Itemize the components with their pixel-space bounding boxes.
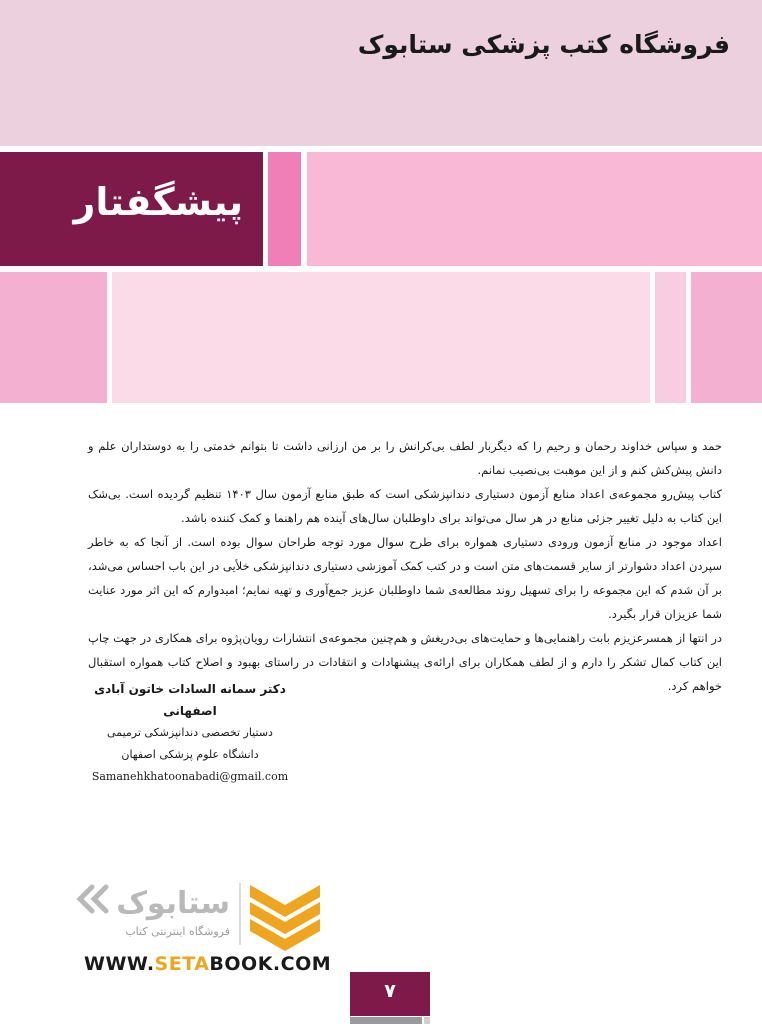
preface-body bbox=[88, 434, 722, 698]
page-bar-end bbox=[424, 1017, 430, 1024]
logo-tagline: فروشگاه اینترنتی کتاب bbox=[125, 925, 230, 938]
author-name: دکتر سمانه السادات خاتون آبادی اصفهانی bbox=[94, 682, 286, 718]
decorative-strip-small bbox=[655, 272, 686, 403]
decorative-block-right bbox=[691, 272, 762, 403]
author-university: دانشگاه علوم پزشکی اصفهان bbox=[121, 748, 259, 761]
header-title: فروشگاه کتب پزشکی ستابوک bbox=[357, 30, 730, 59]
author-email: Samanehkhatoonabadi@gmail.com bbox=[91, 770, 289, 783]
website-suffix: BOOK.COM bbox=[209, 953, 332, 975]
page-bar bbox=[350, 1017, 422, 1024]
website-prefix: WWW. bbox=[84, 953, 155, 975]
decorative-block bbox=[307, 152, 762, 266]
page-number: ۷ bbox=[384, 980, 396, 1002]
website-highlight: SETA bbox=[154, 953, 210, 975]
section-title-box bbox=[0, 152, 263, 266]
section-title: پیشگفتار bbox=[73, 180, 243, 224]
decorative-strip bbox=[268, 152, 301, 266]
book-chevron-icon bbox=[250, 885, 320, 951]
website-url bbox=[84, 953, 331, 975]
preface-paragraph: کتاب پیش‌رو مجموعه‌ی اعداد منابع آزمون دستیاری دندانپزشکی است که طبق منابع آزمون سال ۱۴۰۳ تنظیم گردیده است. بی‌شک این کتاب به دلیل تغییر جزئی منابع در هر سال می‌تواند برای داوطلبان سال‌های آینده هم راهنما و کمک کننده باشد. bbox=[88, 487, 723, 525]
arrow-chevron-icon bbox=[80, 887, 106, 911]
author-title: دستیار تخصصی دندانپزشکی ترمیمی bbox=[107, 726, 273, 739]
preface-paragraph: در انتها از همسرعزیزم بابت راهنمایی‌ها و حمایت‌های بی‌دریغش و هم‌چنین مجموعه‌ی انتشارات رویان‌پژوه برای همکاری در جهت چاپ این کتاب کمال تشکر را دارم و از لطف همکاران برای ارائه‌ی پیشنهادات و انتقادات در راستای بهبود و اصلاح کتاب همواره استقبال خواهم کرد. bbox=[88, 631, 722, 693]
decorative-block-middle bbox=[112, 272, 650, 403]
preface-paragraph: اعداد موجود در منابع آزمون ورودی دستیاری همواره برای طرح سوال مورد توجه طراحان سوال بوده است. از آنجا که به خاطر سپردن اعداد دشوارتر از سایر قسمت‌های متن است و در کتب کمک آموزشی دستیاری دندانپزشکی خلأیی در این باب احساس می‌شد، بر آن شدم که این مجموعه را برای تسهیل روند مطالعه‌ی شما داوطلبان عزیز جمع‌آوری و تهیه نمایم؛ امیدوارم که این اثر مورد عنایت شما عزیزان قرار بگیرد. bbox=[88, 535, 722, 621]
page-number-box bbox=[350, 972, 430, 1016]
logo-wordmark: ستابوک bbox=[116, 886, 230, 921]
preface-paragraph: حمد و سپاس خداوند رحمان و رحیم را که دیگربار لطف بی‌کرانش را بر من ارزانی داشت تا بتوانم خدمتی را به دوستداران علم و دانش پیش‌کش کنم و از این موهبت بی‌نصیب نمانم. bbox=[88, 439, 722, 477]
header-band bbox=[0, 0, 762, 146]
decorative-block-left bbox=[0, 272, 107, 403]
signature-block bbox=[80, 678, 300, 788]
setabook-logo-mark bbox=[70, 875, 330, 955]
